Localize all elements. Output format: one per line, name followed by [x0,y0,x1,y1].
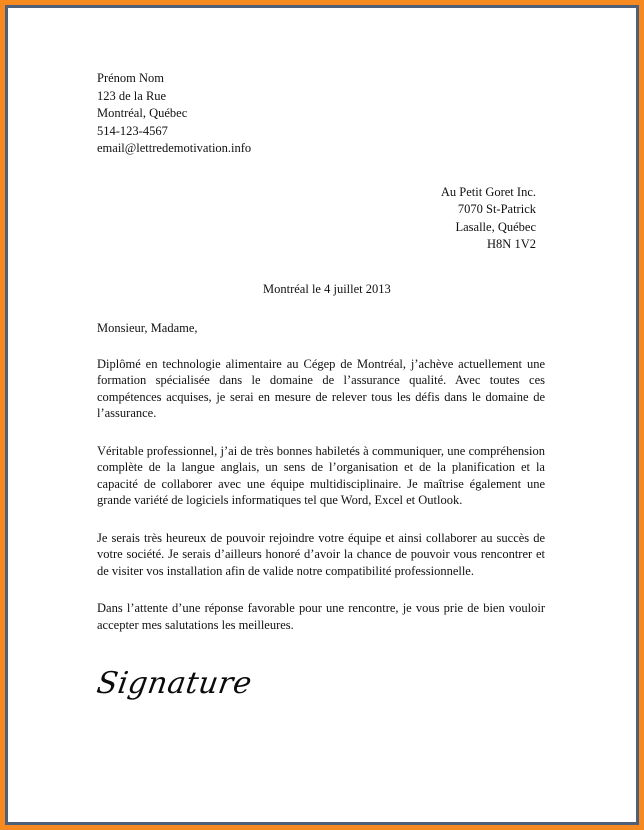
sender-city: Montréal, Québec [97,106,188,120]
signature-block [94,661,548,713]
letter-body [97,356,545,634]
body-paragraph: Diplômé en technologie alimentaire au Cégep de Montréal, j’achève actuellement une formation spécialisée dans le domaine de l’assurance qualité. Avec toutes ces compétences acquises, je serai en mesure de relever tous les défis dans le domaine de l’assurance. [97,356,545,420]
sender-address-block [97,70,548,158]
recipient-postal-code: H8N 1V2 [487,237,536,251]
handwritten-signature: Signature [94,666,255,701]
date-line: Montréal le 4 juillet 2013 [263,281,391,296]
letter-page [8,8,636,822]
sender-name: Prénom Nom [97,71,165,85]
recipient-address-block [97,184,548,254]
body-paragraph: Dans l’attente d’une réponse favorable pour une rencontre, je vous prie de bien vouloir accepter mes salutations les meilleures. [97,601,545,632]
page-frame [5,5,639,825]
recipient-street: 7070 St-Patrick [457,202,536,216]
sender-email: email@lettredemotivation.info [97,141,252,155]
sender-street: 123 de la Rue [97,88,167,103]
body-paragraph: Véritable professionnel, j’ai de très bonnes habiletés à communiquer, une compréhension complète de la langue anglais, un sens de l’organisation et de la planification et la capacité de collaborer avec une équipe multidisciplinaire. Je maîtrise également une grande variété de logiciels informatiques tel que Word, Excel et Outlook. [97,443,545,507]
recipient-company: Au Petit Goret Inc. [440,184,536,199]
salutation: Monsieur, Madame, [97,320,198,335]
recipient-city: Lasalle, Québec [455,219,536,234]
body-paragraph: Je serais très heureux de pouvoir rejoindre votre équipe et ainsi collaborer au succès de votre société. Je serais d’ailleurs honoré d’avoir la chance de pouvoir vous rencontrer et de visiter vos installation afin de valide notre compatibilité professionnelle. [97,530,545,578]
sender-phone: 514-123-4567 [97,123,168,138]
